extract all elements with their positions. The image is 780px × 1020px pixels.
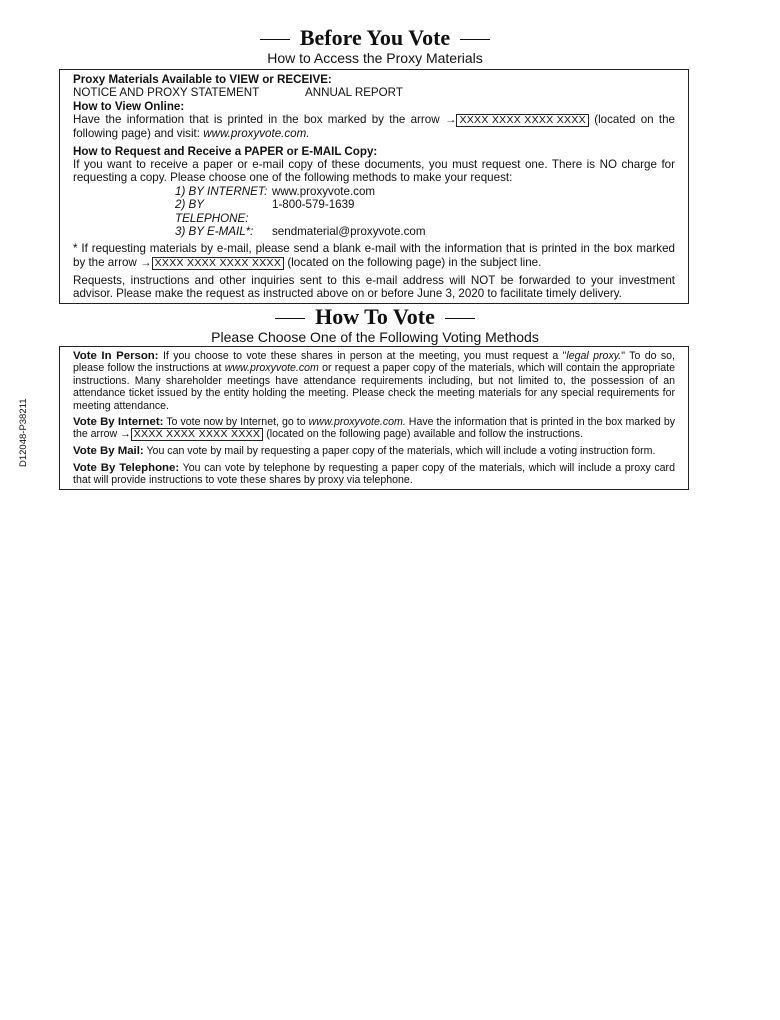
doc-notice: NOTICE AND PROXY STATEMENT [73, 86, 260, 100]
internet-url[interactable]: www.proxyvote.com. [308, 416, 406, 429]
before-title: Before You Vote [59, 26, 691, 50]
before-you-vote-header [59, 26, 691, 66]
how-title: How To Vote [59, 305, 691, 329]
method-email: 3) BY E-MAIL*: sendmaterial@proxyvote.com [175, 225, 426, 239]
person-url[interactable]: www.proxyvote.com [224, 362, 319, 375]
control-number-box: XXXX XXXX XXXX XXXX [152, 257, 285, 270]
view-online-heading: How to View Online: [73, 99, 185, 113]
documents-row [73, 86, 675, 99]
arrow-icon: → [444, 113, 457, 127]
how-subtitle: Please Choose One of the Following Voting Methods [211, 329, 539, 345]
before-subtitle: How to Access the Proxy Materials [267, 50, 483, 66]
arrow-icon: → [140, 255, 152, 269]
view-online-text: Have the information that is printed in the box marked by the arrow → XXXX XXXX XXXX XXXX (located on the following page) and visit: www.proxyvote.com. [73, 113, 675, 141]
arrow-icon: → [120, 428, 131, 441]
requests-note: Requests, instructions and other inquiries sent to this e-mail address will NOT be forwarded to your investment advisor. Please make the request as instructed above on or before June 3, 2020 to facilitate timely delivery. [73, 273, 675, 301]
doc-annual-report: ANNUAL REPORT [305, 86, 403, 100]
request-heading: How to Request and Receive a PAPER or E-MAIL Copy: [73, 144, 378, 158]
request-text: If you want to receive a paper or e-mail copy of these documents, you must request one. There is NO charge for requesting a copy. Please choose one of the following methods to make your request: [73, 158, 675, 185]
view-url[interactable]: www.proxyvote.com. [203, 127, 310, 141]
control-number-box: XXXX XXXX XXXX XXXX [131, 428, 264, 441]
request-methods [175, 185, 675, 239]
available-heading: Proxy Materials Available to VIEW or RECEIVE: [73, 73, 332, 86]
how-to-vote-header [59, 305, 691, 345]
voting-methods-box [59, 346, 689, 490]
vote-by-mail: Vote By Mail: You can vote by mail by requesting a paper copy of the materials, which will include a voting instruction form. [73, 445, 656, 458]
method-telephone: 2) BY TELEPHONE: 1-800-579-1639 [175, 198, 355, 225]
control-number-box: XXXX XXXX XXXX XXXX [456, 114, 589, 127]
vote-by-internet: Vote By Internet: To vote now by Internet, go to www.proxyvote.com. Have the information that is printed in the box marked by the arrow → XXXX XXXX XXXX XXXX (located on the following page) available and follow the instructions. [73, 416, 676, 441]
proxy-materials-box [59, 69, 689, 304]
method-internet: 1) BY INTERNET: www.proxyvote.com [175, 184, 376, 198]
vote-by-telephone: Vote By Telephone: You can vote by telephone by requesting a paper copy of the materials, which will include a proxy card that will provide instructions to vote these shares by proxy via telephone. [73, 461, 675, 487]
email-note: * If requesting materials by e-mail, please send a blank e-mail with the information that is printed in the box marked by the arrow → XXXX XXXX XXXX XXXX (located on the following page) in the subject line. [73, 242, 675, 269]
vote-in-person: Vote In Person: If you choose to vote these shares in person at the meeting, you must request a "legal proxy." To do so, please follow the instructions at www.proxyvote.com or request a paper copy of the materials, which will contain the appropriate instructions. Many shareholder meetings have attendance requirements including, but not limited to, the possession of an attendance ticket issued by the entity holding the meeting. Please check the meeting materials for any special requirements for meeting attendance. [73, 350, 675, 412]
